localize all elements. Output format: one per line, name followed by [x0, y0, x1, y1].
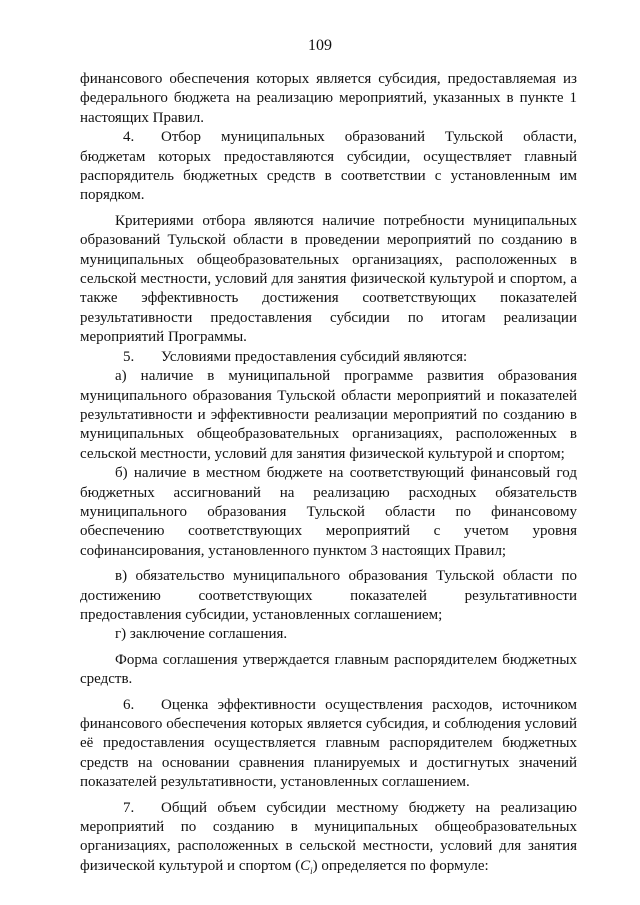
paragraph-condition-a: а) наличие в муниципальной программе развития образования муниципального образования Тульской области мероприятий и показателей результативности и эффективности реализации мероприятий по созданию в муниципальных общеобразовательных организациях, расположенных в сельской местности, условий для занятия физической культурой и спортом; [80, 368, 577, 462]
paragraph-item-4 [80, 128, 577, 206]
document-body [80, 70, 577, 881]
paragraph-condition-d: г) заключение соглашения. [115, 626, 288, 643]
paragraph-item-5 [80, 348, 577, 367]
item-number: 7. [123, 799, 135, 816]
paragraph-item-6 [80, 696, 577, 793]
item-number: 6. [123, 696, 135, 713]
paragraph-text-tail: ) определяется по формуле: [312, 857, 489, 874]
paragraph-selection-criteria: Критериями отбора являются наличие потребности муниципальных образований Тульской области в проведении мероприятий по созданию в муниципальных общеобразовательных организациях, расположенных в сельской местности, условий для занятия физической культурой и спортом, а также эффективность достижения соответствующих показателей результативности предоставления субсидии по итогам реализации мероприятий Программы. [80, 212, 577, 346]
formula-variable-subscript: i [310, 865, 313, 876]
paragraph-text: Отбор муниципальных образований Тульской области, бюджетам которых предоставляются субсидии, осуществляет главный распорядитель бюджетных средств в соответствии с установленным им порядком. [80, 129, 577, 204]
paragraph-agreement-form: Форма соглашения утверждается главным распорядителем бюджетных средств. [80, 651, 577, 688]
formula-variable-symbol: C [300, 857, 311, 874]
paragraph-item-7 [80, 799, 577, 882]
paragraph-text: Общий объем субсидии местному бюджету на реализацию мероприятий по созданию в муниципальных общеобразовательных организациях, расположенных в сельской местности, условий для занятия физической культурой и спортом ( [80, 799, 577, 874]
item-number: 4. [123, 129, 135, 146]
formula-variable [300, 858, 313, 874]
page-number: 109 [308, 37, 332, 54]
paragraph-condition-b: б) наличие в местном бюджете на соответствующий финансовый год бюджетных ассигнований на реализацию расходных обязательств муниципального образования Тульской области по финансовому обеспечению соответствующих мероприятий с учетом уровня софинансирования, установленного пунктом 3 настоящих Правил; [80, 465, 577, 559]
paragraph-continuation: финансового обеспечения которых является субсидия, предоставляемая из федерального бюджета на реализацию мероприятий, указанных в пункте 1 настоящих Правил. [80, 71, 577, 126]
paragraph-text: Оценка эффективности осуществления расходов, источником финансового обеспечения которых является субсидия, и соблюдения условий её предоставления осуществляется главным распорядителем бюджетных средств на основании сравнения планируемых и достигнутых значений показателей результативности, установленных соглашением. [80, 696, 577, 791]
paragraph-text: Условиями предоставления субсидий являются: [161, 348, 468, 365]
item-number: 5. [123, 348, 135, 365]
paragraph-condition-c: в) обязательство муниципального образования Тульской области по достижению соответствующих показателей результативности предоставления субсидии, установленных соглашением; [80, 568, 577, 623]
